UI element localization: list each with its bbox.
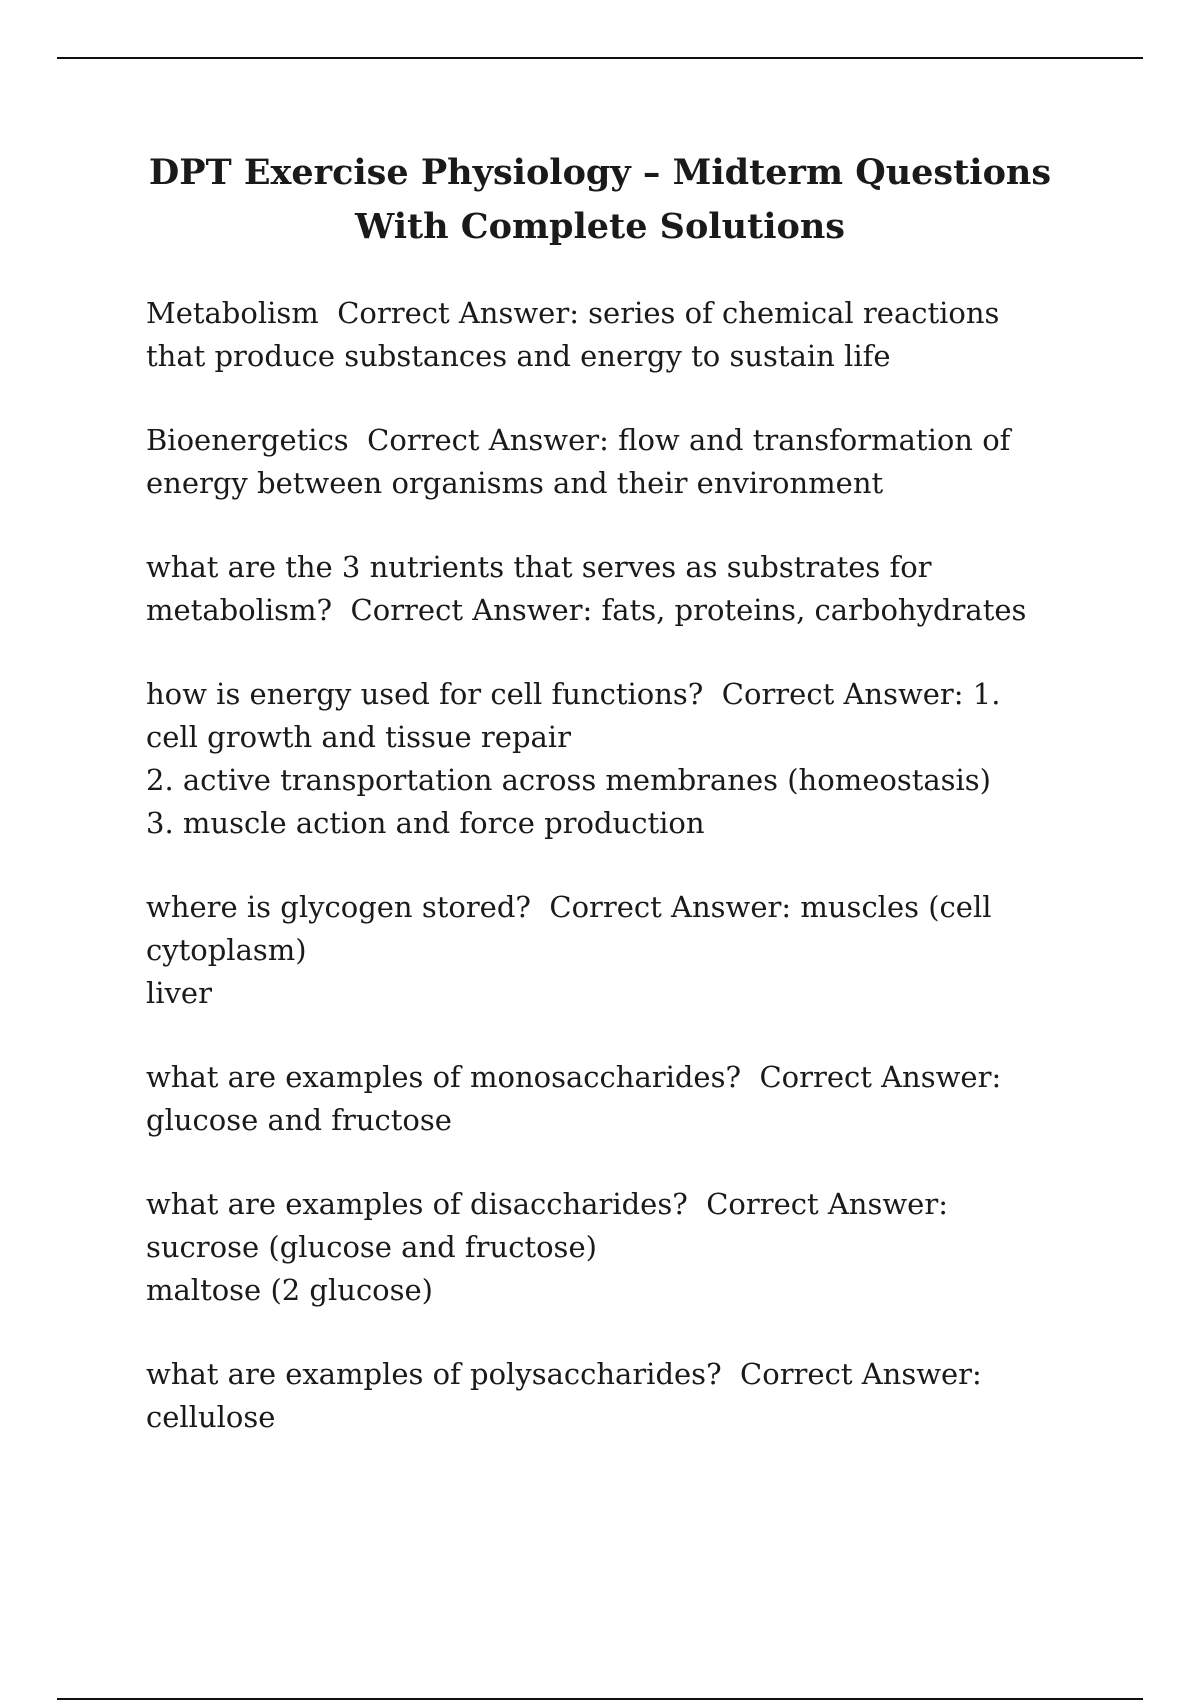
qa-line: cellulose [146,1400,276,1434]
qa-line: metabolism? Correct Answer: fats, proteins, carbohydrates [146,593,1027,627]
qa-line: cell growth and tissue repair [146,720,571,754]
top-divider [57,57,1143,59]
title-line-2: With Complete Solutions [355,206,845,247]
qa-item-monosaccharides [146,1056,1086,1142]
qa-line: 3. muscle action and force production [146,806,705,840]
qa-line: what are examples of polysaccharides? Correct Answer: [146,1357,982,1391]
qa-line: sucrose (glucose and fructose) [146,1230,597,1264]
qa-line: what are the 3 nutrients that serves as substrates for [146,550,932,584]
qa-item-disaccharides [146,1183,1086,1312]
qa-line: Metabolism Correct Answer: series of chemical reactions [146,296,1000,330]
qa-line: energy between organisms and their environment [146,466,884,500]
qa-line: how is energy used for cell functions? Correct Answer: 1. [146,677,1001,711]
qa-line: where is glycogen stored? Correct Answer: muscles (cell [146,890,992,924]
qa-line: glucose and fructose [146,1103,452,1137]
qa-item-nutrients [146,546,1086,632]
qa-item-glycogen [146,886,1086,1015]
qa-item-metabolism [146,292,1086,378]
qa-line: what are examples of disaccharides? Correct Answer: [146,1187,948,1221]
qa-line: that produce substances and energy to sustain life [146,339,891,373]
qa-line: Bioenergetics Correct Answer: flow and transformation of [146,423,1011,457]
page-title [60,146,1140,254]
qa-item-energy-use [146,673,1086,845]
title-line-1: DPT Exercise Physiology – Midterm Questions [148,152,1052,193]
qa-line: 2. active transportation across membranes (homeostasis) [146,763,991,797]
qa-line: cytoplasm) [146,933,307,967]
qa-list [146,292,1086,1480]
qa-line: maltose (2 glucose) [146,1273,433,1307]
qa-item-bioenergetics [146,419,1086,505]
qa-line: what are examples of monosaccharides? Correct Answer: [146,1060,1002,1094]
qa-line: liver [146,976,212,1010]
qa-item-polysaccharides [146,1353,1086,1439]
